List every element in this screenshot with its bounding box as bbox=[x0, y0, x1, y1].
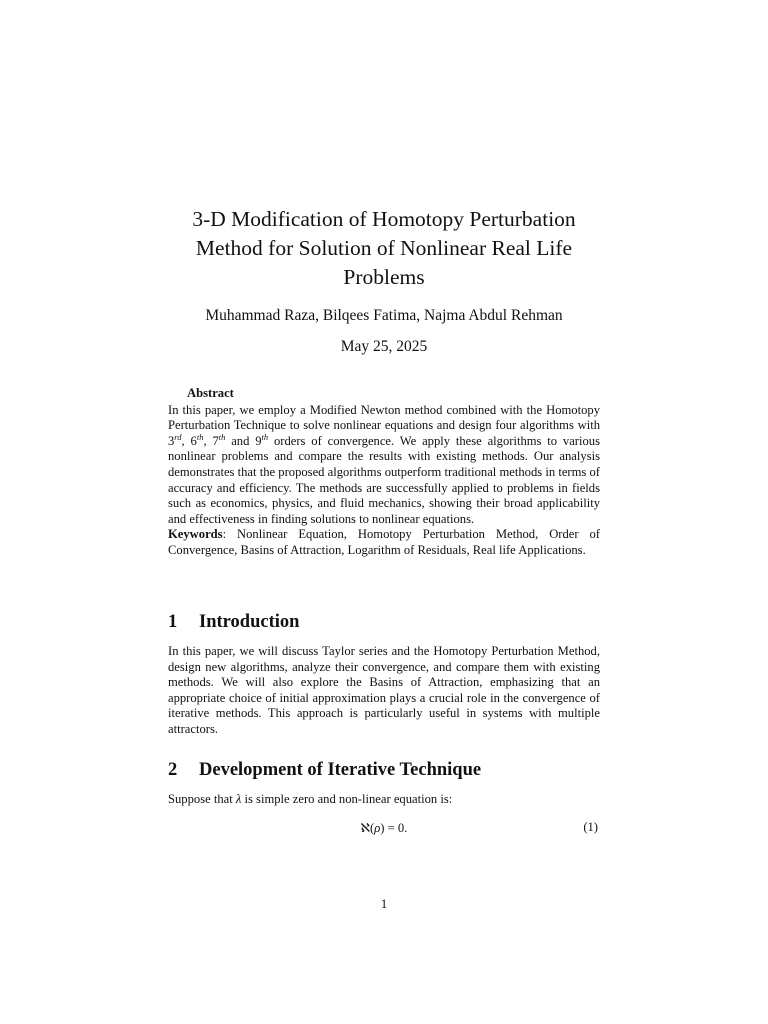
equation-body: ℵ(ρ) = 0. bbox=[360, 821, 408, 835]
section-number: 2 bbox=[168, 760, 178, 780]
abstract-text: In this paper, we employ a Modified Newton method combined with the Homotopy Perturbation Technique to solve nonlinear equations and design four algorithms with 3rd, 6th, 7th and 9th orders of convergence. We apply these algorithms to various nonlinear problems and compare the results with existing methods. Our analysis demonstrates that the proposed algorithms outperform traditional methods in terms of accuracy and efficiency. The methods are successfully applied to problems in fields such as economics, physics, and fluid mechanics, showing their broad applicability and effectiveness in finding solutions to nonlinear equations. bbox=[168, 402, 600, 526]
lambda-symbol: λ bbox=[235, 792, 242, 806]
page-number: 1 bbox=[380, 897, 388, 911]
order-7th: 7th bbox=[212, 431, 226, 448]
paper-title bbox=[150, 205, 618, 292]
section-title: Introduction bbox=[199, 612, 300, 632]
keywords-list: : Nonlinear Equation, Homotopy Perturbation Method, Order of Convergence, Basins of Attraction, Logarithm of Residuals, Real life Applications. bbox=[168, 527, 600, 557]
rho-symbol: ρ bbox=[374, 821, 381, 835]
title-line-3: Problems bbox=[343, 265, 425, 289]
section-number: 1 bbox=[168, 612, 178, 632]
abstract-text-start: In this paper, we employ a Modified Newton method combined with the Homotopy Perturbation Technique to solve nonlinear equations and design four algorithms with bbox=[168, 402, 600, 433]
abstract-heading: Abstract bbox=[187, 386, 234, 400]
introduction-text: In this paper, we will discuss Taylor series and the Homotopy Perturbation Method, design new algorithms, analyze their convergence, and compare them with existing methods. We will also explore the Basins of Attraction, emphasizing that an appropriate choice of initial approximation plays a crucial role in the convergence of iterative methods. This approach is particularly useful in systems with multiple attractors. bbox=[168, 644, 600, 736]
order-6th: 6th bbox=[190, 431, 204, 448]
keywords-paragraph bbox=[168, 527, 600, 558]
abstract-text-end: orders of convergence. We apply these algorithms to various nonlinear problems and compare the results with existing methods. Our analysis demonstrates that the proposed algorithms outperform traditional methods in terms of accuracy and efficiency. The methods are successfully applied to problems in fields such as economics, physics, and fluid mechanics, showing their broad applicability and effectiveness in finding solutions to nonlinear equations. bbox=[168, 433, 600, 526]
abstract-block bbox=[168, 386, 600, 559]
equation-number: (1) bbox=[583, 820, 598, 834]
development-paragraph bbox=[168, 792, 600, 808]
title-line-1: 3-D Modification of Homotopy Perturbation bbox=[192, 207, 576, 231]
introduction-paragraph bbox=[168, 644, 600, 738]
development-text: Suppose that λ is simple zero and non-linear equation is: bbox=[168, 792, 453, 806]
author-list: Muhammad Raza, Bilqees Fatima, Najma Abdul Rehman bbox=[205, 307, 563, 324]
equation-1 bbox=[168, 820, 600, 838]
order-9th: 9th bbox=[255, 431, 269, 448]
section-heading-development bbox=[168, 759, 600, 781]
aleph-symbol: ℵ bbox=[360, 821, 371, 835]
publication-date: May 25, 2025 bbox=[340, 338, 428, 355]
section-title: Development of Iterative Technique bbox=[199, 760, 482, 780]
order-3rd: 3rd bbox=[168, 431, 182, 448]
section-heading-introduction bbox=[168, 611, 600, 633]
keywords-label: Keywords bbox=[168, 527, 223, 542]
title-line-2: Method for Solution of Nonlinear Real Life bbox=[195, 236, 573, 260]
